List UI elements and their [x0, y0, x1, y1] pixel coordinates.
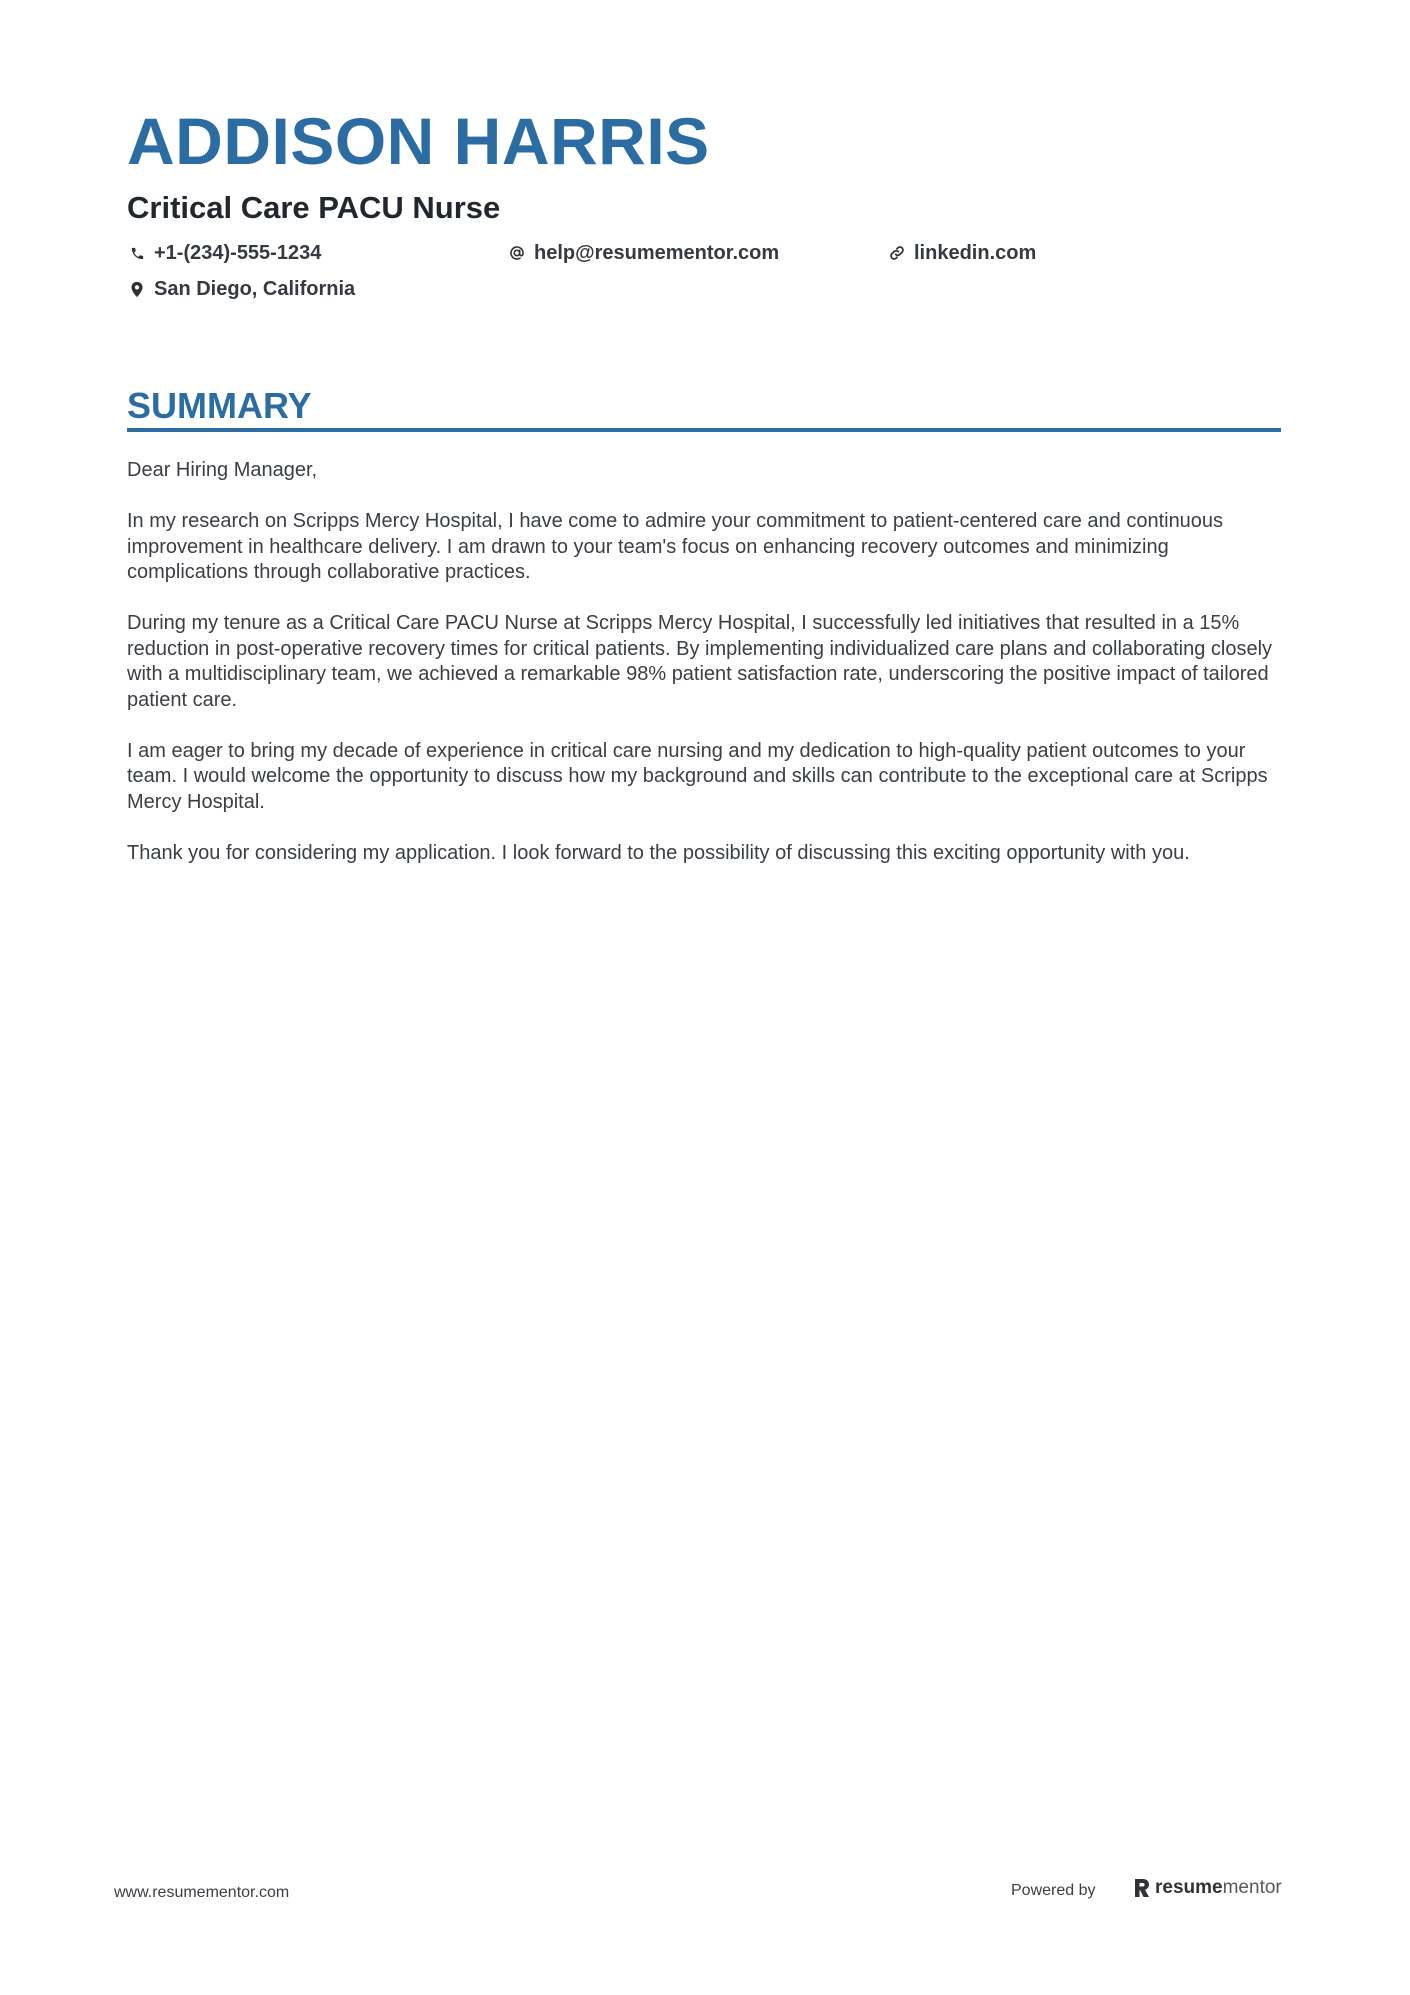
email-text[interactable]: help@resumementor.com	[534, 242, 780, 264]
linkedin-text[interactable]: linkedin.com	[914, 242, 1037, 264]
powered-by-label: Powered by	[1011, 1882, 1096, 1899]
resumementor-logo-icon	[1133, 1878, 1151, 1898]
phone-icon	[128, 244, 146, 262]
contact-phone	[128, 243, 321, 263]
location-text: San Diego, California	[154, 278, 356, 300]
letter-paragraph: I am eager to bring my decade of experience in critical care nursing and my dedication to high-quality patient outcomes to your team. I would welcome the opportunity to discuss how my background and skills can contribute to the exceptional care at Scripps Mercy Hospital.	[127, 739, 1268, 813]
brand-bold-text: resume	[1155, 1877, 1223, 1898]
link-icon	[888, 244, 906, 262]
letter-paragraph: During my tenure as a Critical Care PACU Nurse at Scripps Mercy Hospital, I successfully led initiatives that resulted in a 15% reduction in post-operative recovery times for critical patients. By implementing individualized care plans and collaborating closely with a multidisciplinary team, we achieved a remarkable 98% patient satisfaction rate, underscoring the positive impact of tailored patient care.	[127, 612, 1273, 711]
candidate-name: ADDISON HARRIS	[127, 104, 710, 178]
contact-linkedin[interactable]	[888, 243, 1036, 263]
section-divider	[127, 428, 1281, 432]
location-pin-icon	[128, 280, 146, 298]
letter-closing: Thank you for considering my application. I look forward to the possibility of discussing this exciting opportunity with you.	[127, 841, 1190, 864]
contact-location	[128, 279, 355, 299]
phone-text: +1-(234)-555-1234	[154, 242, 322, 264]
footer-url[interactable]: www.resumementor.com	[114, 1884, 290, 1901]
summary-heading: SUMMARY	[127, 385, 312, 426]
letter-paragraph: In my research on Scripps Mercy Hospital, I have come to admire your commitment to patient-centered care and continuous improvement in healthcare delivery. I am drawn to your team's focus on enhancing recovery outcomes and minimizing complications through collaborative practices.	[127, 510, 1224, 583]
cover-letter-body	[127, 458, 1287, 892]
brand-light-text: mentor	[1222, 1877, 1282, 1898]
contact-email[interactable]	[508, 243, 779, 263]
job-title: Critical Care PACU Nurse	[127, 190, 501, 225]
brand-logo[interactable]	[1133, 1877, 1282, 1899]
at-icon	[508, 244, 526, 262]
letter-salutation: Dear Hiring Manager,	[127, 459, 318, 481]
